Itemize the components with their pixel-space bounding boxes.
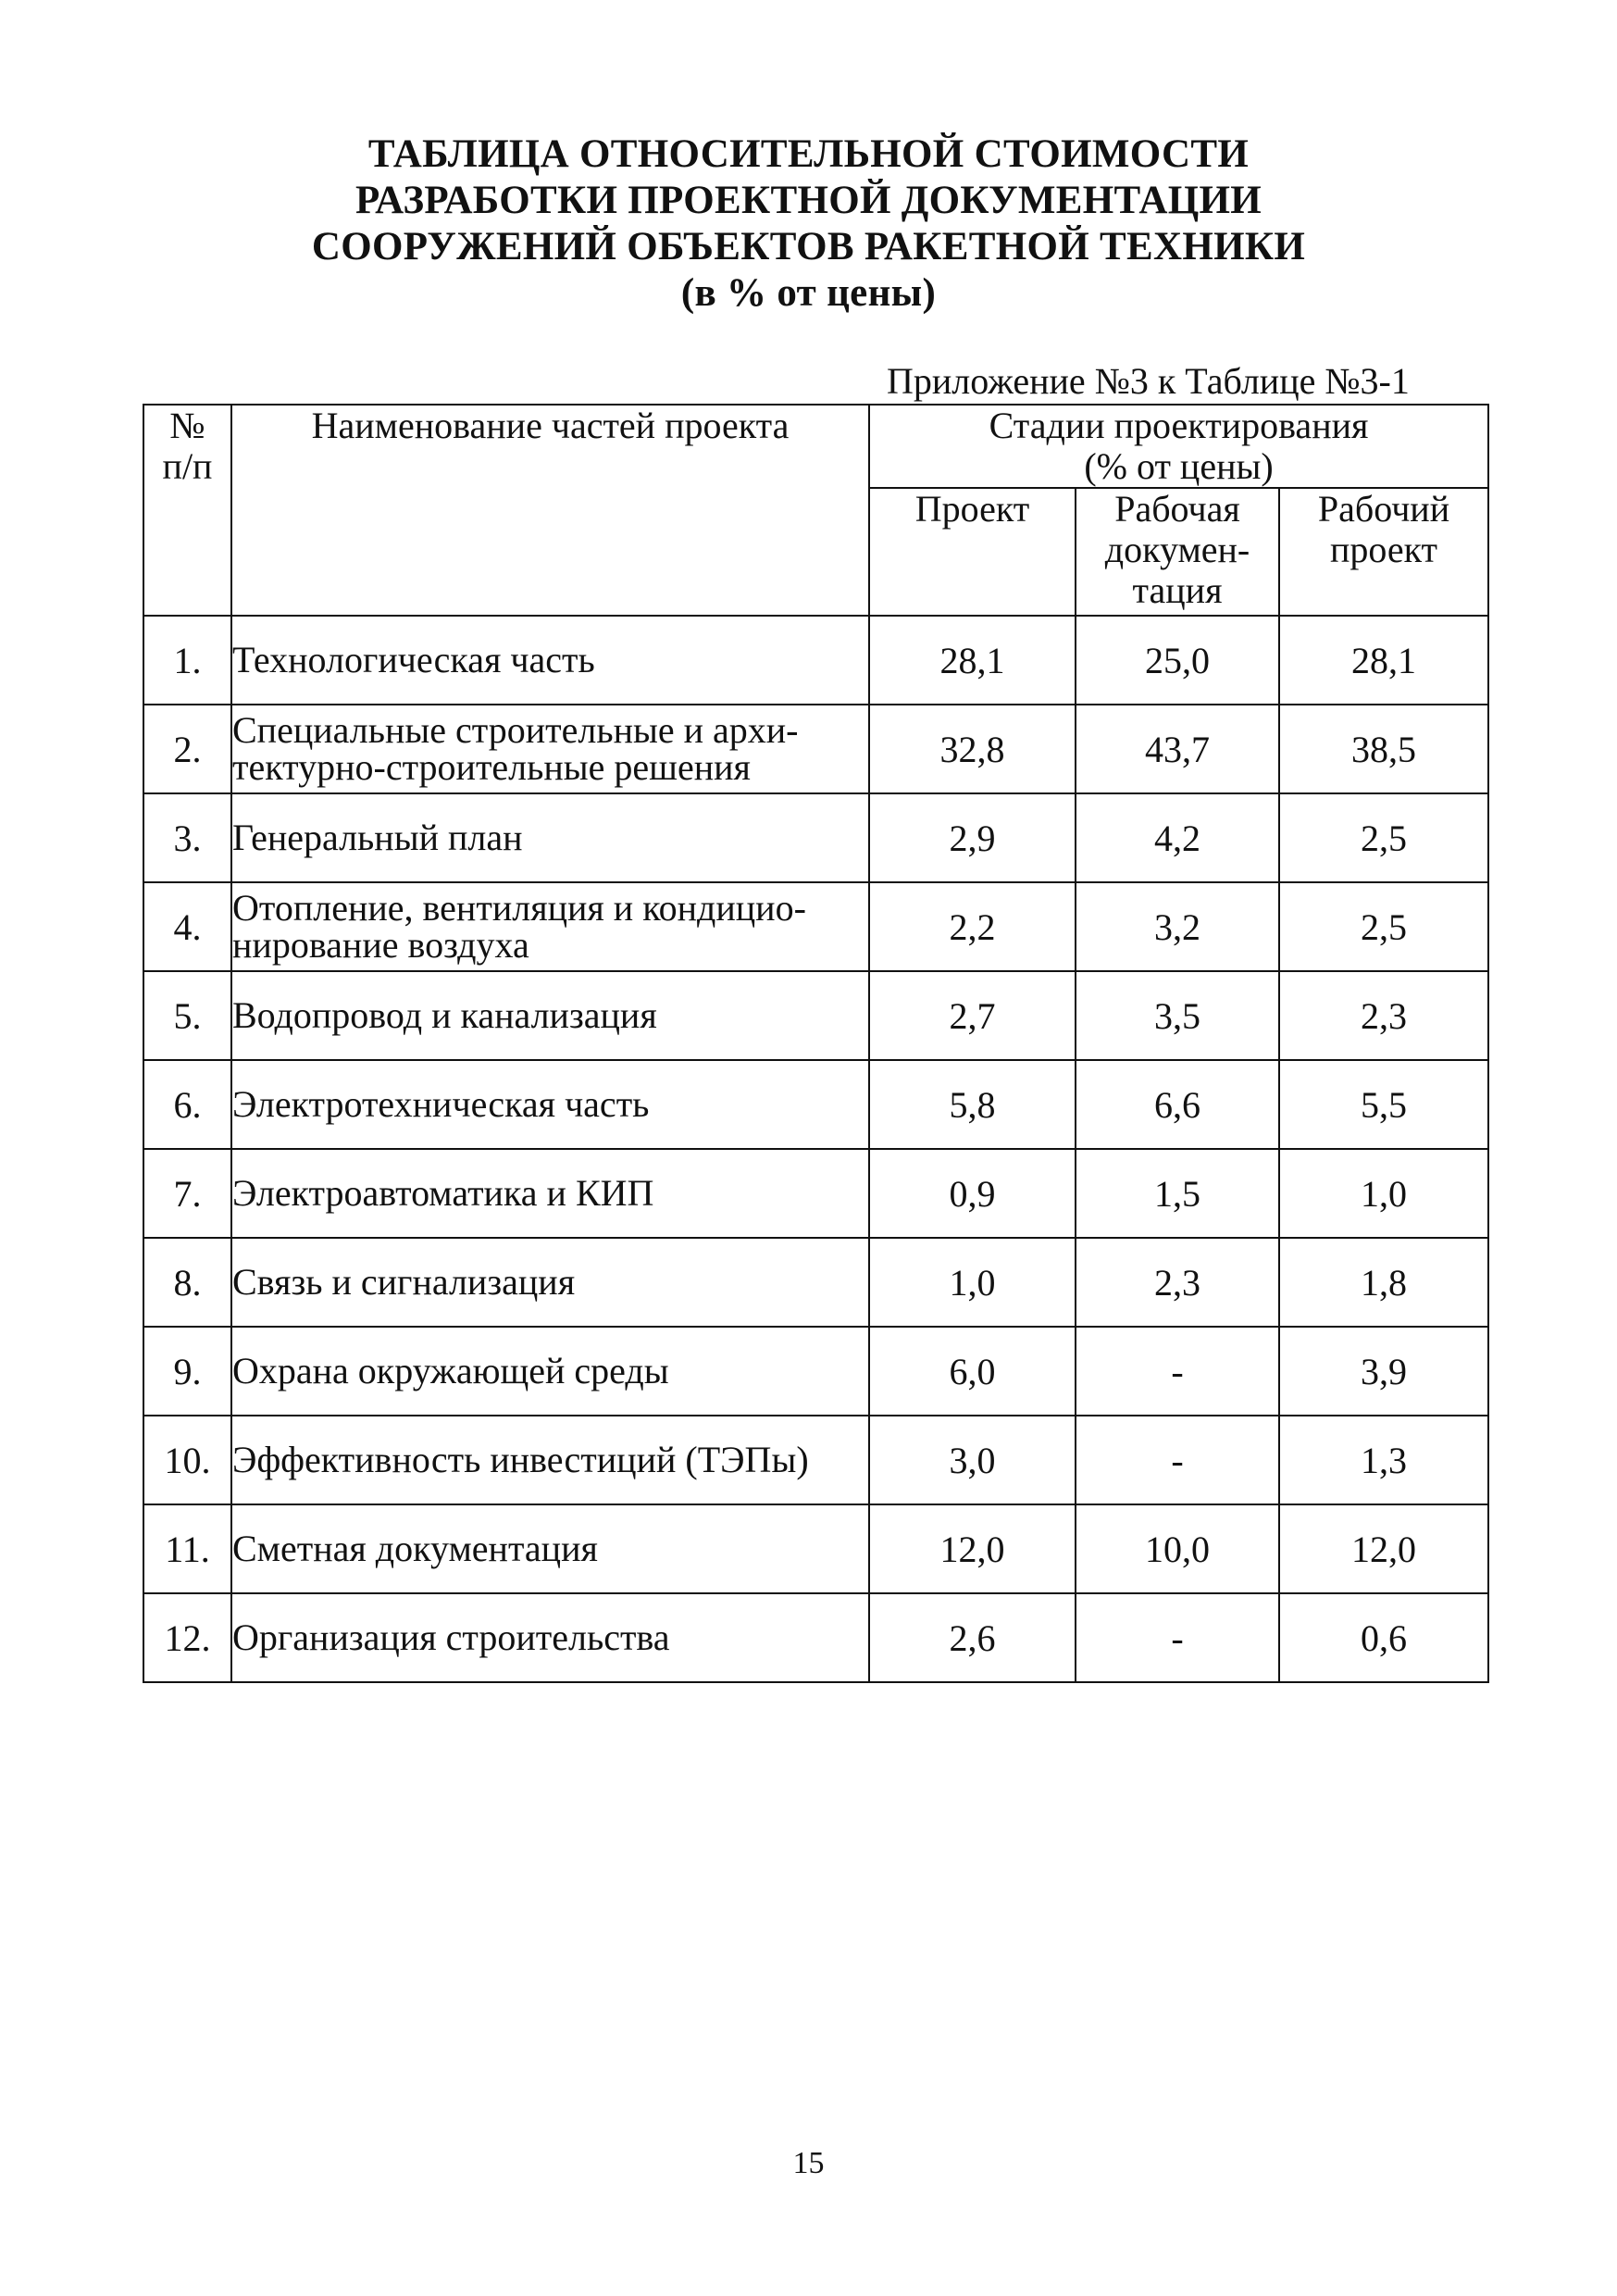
row-number: 10. — [143, 1416, 231, 1504]
cell-working-documentation: 1,5 — [1076, 1149, 1279, 1238]
row-part-name-line: Электротехническая часть — [232, 1083, 650, 1125]
row-number: 7. — [143, 1149, 231, 1238]
header-wp-line-1: Рабочий — [1317, 488, 1450, 530]
row-number: 2. — [143, 705, 231, 793]
row-part-name — [231, 1327, 869, 1416]
header-stages-label: Стадии проектирования — [989, 405, 1369, 446]
header-working-project — [1279, 488, 1488, 616]
row-part-name-line: Водопровод и канализация — [232, 994, 657, 1036]
cell-working-project: 3,9 — [1279, 1327, 1488, 1416]
row-number: 4. — [143, 882, 231, 971]
row-number: 3. — [143, 793, 231, 882]
cell-working-documentation: - — [1076, 1593, 1279, 1682]
row-number: 1. — [143, 616, 231, 705]
row-part-name-line: Эффективность инвестиций (ТЭПы) — [232, 1439, 809, 1480]
document-title — [0, 131, 1617, 317]
title-line-3: СООРУЖЕНИЙ ОБЪЕКТОВ РАКЕТНОЙ ТЕХНИКИ — [311, 225, 1306, 268]
row-part-name-line: Генеральный план — [232, 817, 523, 858]
header-wd-line-3: тация — [1132, 569, 1223, 611]
header-wd-line-2: докумен- — [1104, 529, 1250, 570]
title-line-2: РАЗРАБОТКИ ПРОЕКТНОЙ ДОКУМЕНТАЦИИ — [355, 179, 1262, 222]
cell-working-project: 2,3 — [1279, 971, 1488, 1060]
row-part-name — [231, 1416, 869, 1504]
title-subtitle: (в % от цены) — [680, 271, 937, 315]
cell-project: 2,2 — [869, 882, 1076, 971]
table-row — [143, 1238, 1488, 1327]
row-number: 8. — [143, 1238, 231, 1327]
row-part-name-line: тектурно-строительные решения — [232, 746, 751, 788]
header-wp-line-2: проект — [1329, 529, 1438, 570]
cell-working-project: 2,5 — [1279, 793, 1488, 882]
row-part-name-line: Отопление, вентиляция и кондицио- — [232, 887, 806, 929]
header-design-stages — [869, 405, 1488, 488]
cell-project: 2,9 — [869, 793, 1076, 882]
title-line-1: ТАБЛИЦА ОТНОСИТЕЛЬНОЙ СТОИМОСТИ — [367, 132, 1250, 176]
table-row — [143, 882, 1488, 971]
page-number: 15 — [792, 2146, 825, 2180]
cell-working-project: 12,0 — [1279, 1504, 1488, 1593]
cell-working-documentation: 3,2 — [1076, 882, 1279, 971]
row-number: 11. — [143, 1504, 231, 1593]
cell-working-project: 1,8 — [1279, 1238, 1488, 1327]
row-part-name-line: нирование воздуха — [232, 924, 529, 966]
header-number-sign: № — [169, 405, 205, 446]
cell-project: 2,6 — [869, 1593, 1076, 1682]
cell-working-project: 38,5 — [1279, 705, 1488, 793]
table-row — [143, 1504, 1488, 1593]
cell-working-documentation: - — [1076, 1416, 1279, 1504]
row-part-name — [231, 1060, 869, 1149]
row-part-name-line: Специальные строительные и архи- — [232, 709, 799, 751]
table-row — [143, 793, 1488, 882]
cell-working-documentation: 6,6 — [1076, 1060, 1279, 1149]
cell-project: 12,0 — [869, 1504, 1076, 1593]
table-row — [143, 1593, 1488, 1682]
header-number — [143, 405, 231, 616]
header-number-abbr: п/п — [162, 445, 213, 487]
row-part-name — [231, 705, 869, 793]
row-number: 12. — [143, 1593, 231, 1682]
cell-project: 28,1 — [869, 616, 1076, 705]
row-part-name-line: Организация строительства — [232, 1616, 670, 1658]
row-part-name — [231, 971, 869, 1060]
cell-working-documentation: 10,0 — [1076, 1504, 1279, 1593]
row-number: 9. — [143, 1327, 231, 1416]
cell-working-project: 5,5 — [1279, 1060, 1488, 1149]
row-part-name — [231, 1504, 869, 1593]
appendix-reference: Приложение №3 к Таблице №3-1 — [887, 360, 1410, 402]
cell-working-documentation: 25,0 — [1076, 616, 1279, 705]
cell-project: 1,0 — [869, 1238, 1076, 1327]
table-row — [143, 705, 1488, 793]
row-part-name — [231, 1593, 869, 1682]
row-part-name-line: Охрана окружающей среды — [232, 1350, 669, 1391]
header-working-documentation — [1076, 488, 1279, 616]
table-row — [143, 1416, 1488, 1504]
cell-working-project: 1,3 — [1279, 1416, 1488, 1504]
header-part-name: Наименование частей проекта — [231, 405, 869, 616]
table-row — [143, 616, 1488, 705]
cell-working-documentation: 4,2 — [1076, 793, 1279, 882]
row-part-name-line: Электроавтоматика и КИП — [232, 1172, 654, 1214]
table-row — [143, 1060, 1488, 1149]
cell-working-documentation: 43,7 — [1076, 705, 1279, 793]
header-wd-line-1: Рабочая — [1114, 488, 1240, 530]
row-part-name — [231, 616, 869, 705]
row-part-name-line: Сметная документация — [232, 1528, 598, 1569]
cell-project: 2,7 — [869, 971, 1076, 1060]
row-part-name — [231, 882, 869, 971]
cell-project: 6,0 — [869, 1327, 1076, 1416]
row-part-name-line: Технологическая часть — [232, 639, 595, 680]
row-number: 6. — [143, 1060, 231, 1149]
header-stages-unit: (% от цены) — [1084, 445, 1274, 487]
table-row — [143, 971, 1488, 1060]
row-part-name — [231, 1238, 869, 1327]
cell-project: 3,0 — [869, 1416, 1076, 1504]
table-row — [143, 1149, 1488, 1238]
cell-working-documentation: - — [1076, 1327, 1279, 1416]
row-part-name — [231, 1149, 869, 1238]
cell-working-project: 0,6 — [1279, 1593, 1488, 1682]
row-part-name — [231, 793, 869, 882]
row-number: 5. — [143, 971, 231, 1060]
cell-working-project: 28,1 — [1279, 616, 1488, 705]
cell-project: 5,8 — [869, 1060, 1076, 1149]
header-project: Проект — [869, 488, 1076, 616]
cell-working-documentation: 3,5 — [1076, 971, 1279, 1060]
table-row — [143, 1327, 1488, 1416]
cell-working-project: 1,0 — [1279, 1149, 1488, 1238]
cost-table — [143, 404, 1489, 1683]
cell-working-project: 2,5 — [1279, 882, 1488, 971]
cell-project: 32,8 — [869, 705, 1076, 793]
cell-project: 0,9 — [869, 1149, 1076, 1238]
cell-working-documentation: 2,3 — [1076, 1238, 1279, 1327]
row-part-name-line: Связь и сигнализация — [232, 1261, 576, 1303]
